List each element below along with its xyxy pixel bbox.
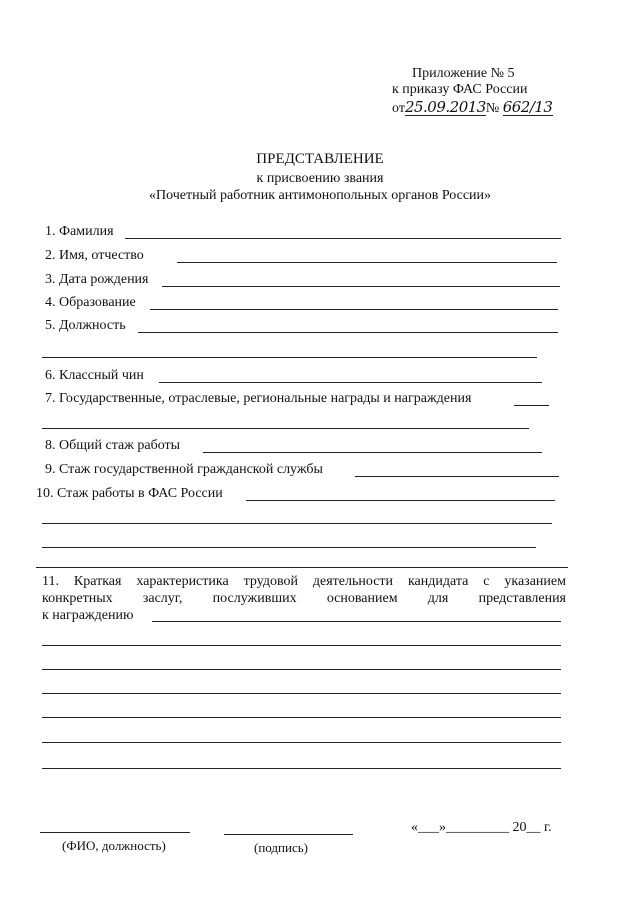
field-surname-line[interactable] bbox=[125, 238, 561, 239]
field-class-rank-line[interactable] bbox=[159, 382, 542, 383]
field-surname-label: 1. Фамилия bbox=[45, 224, 114, 239]
characteristic-line-4[interactable] bbox=[42, 693, 561, 694]
section-11-top-rule bbox=[36, 567, 568, 568]
sign-date-template[interactable]: «___»_________ 20__ г. bbox=[411, 820, 552, 835]
field-fas-experience-line-3[interactable] bbox=[42, 547, 536, 548]
document-subtitle: к присвоению звания bbox=[256, 171, 384, 186]
field-total-experience-label: 8. Общий стаж работы bbox=[45, 438, 181, 453]
fio-caption: (ФИО, должность) bbox=[62, 838, 166, 853]
date-prefix: от bbox=[392, 101, 405, 116]
field-fas-experience-label: 10. Стаж работы в ФАС России bbox=[36, 486, 223, 501]
field-total-experience-line[interactable] bbox=[203, 452, 542, 453]
field-civil-service-label: 9. Стаж государственной гражданской службы bbox=[45, 462, 323, 477]
field-characteristic-label-2: конкретных заслуг, послуживших основанием для представления bbox=[42, 591, 566, 606]
field-birthdate-line[interactable] bbox=[162, 286, 560, 287]
field-characteristic-label-1: 11. Краткая характеристика трудовой деятельности кандидата с указанием bbox=[42, 574, 566, 589]
field-position-line[interactable] bbox=[138, 332, 558, 333]
field-birthdate-label: 3. Дата рождения bbox=[45, 272, 149, 287]
field-characteristic-label-3: к награждению bbox=[42, 608, 134, 623]
number-prefix: № bbox=[485, 101, 500, 116]
field-position-label: 5. Должность bbox=[45, 318, 126, 333]
order-date-number bbox=[392, 99, 553, 117]
field-class-rank-label: 6. Классный чин bbox=[45, 368, 144, 383]
field-fas-experience-line[interactable] bbox=[246, 500, 555, 501]
appendix-number: Приложение № 5 bbox=[412, 66, 515, 81]
field-awards-line[interactable] bbox=[514, 405, 549, 406]
field-education-line[interactable] bbox=[150, 309, 558, 310]
signature-line[interactable] bbox=[224, 834, 353, 835]
field-civil-service-line[interactable] bbox=[355, 476, 559, 477]
characteristic-line-1[interactable] bbox=[152, 621, 561, 622]
characteristic-line-7[interactable] bbox=[42, 768, 561, 769]
field-awards-line-2[interactable] bbox=[42, 428, 529, 429]
field-education-label: 4. Образование bbox=[45, 295, 136, 310]
field-name-label: 2. Имя, отчество bbox=[45, 248, 144, 263]
fio-line[interactable] bbox=[40, 832, 190, 833]
field-fas-experience-line-2[interactable] bbox=[42, 523, 552, 524]
characteristic-line-3[interactable] bbox=[42, 669, 561, 670]
field-position-line-2[interactable] bbox=[42, 357, 537, 358]
characteristic-line-2[interactable] bbox=[42, 645, 561, 646]
order-reference: к приказу ФАС России bbox=[392, 82, 528, 97]
handwritten-order-number: 662/13 bbox=[502, 98, 553, 116]
document-title: ПРЕДСТАВЛЕНИЕ bbox=[256, 151, 384, 167]
characteristic-line-6[interactable] bbox=[42, 742, 561, 743]
signature-caption: (подпись) bbox=[254, 840, 308, 855]
characteristic-line-5[interactable] bbox=[42, 717, 561, 718]
field-awards-label: 7. Государственные, отраслевые, региональные награды и награждения bbox=[45, 391, 472, 406]
honorary-rank-name: «Почетный работник антимонопольных органов России» bbox=[148, 188, 492, 203]
handwritten-date: 25.09.2013 bbox=[404, 98, 486, 116]
field-name-line[interactable] bbox=[177, 262, 557, 263]
